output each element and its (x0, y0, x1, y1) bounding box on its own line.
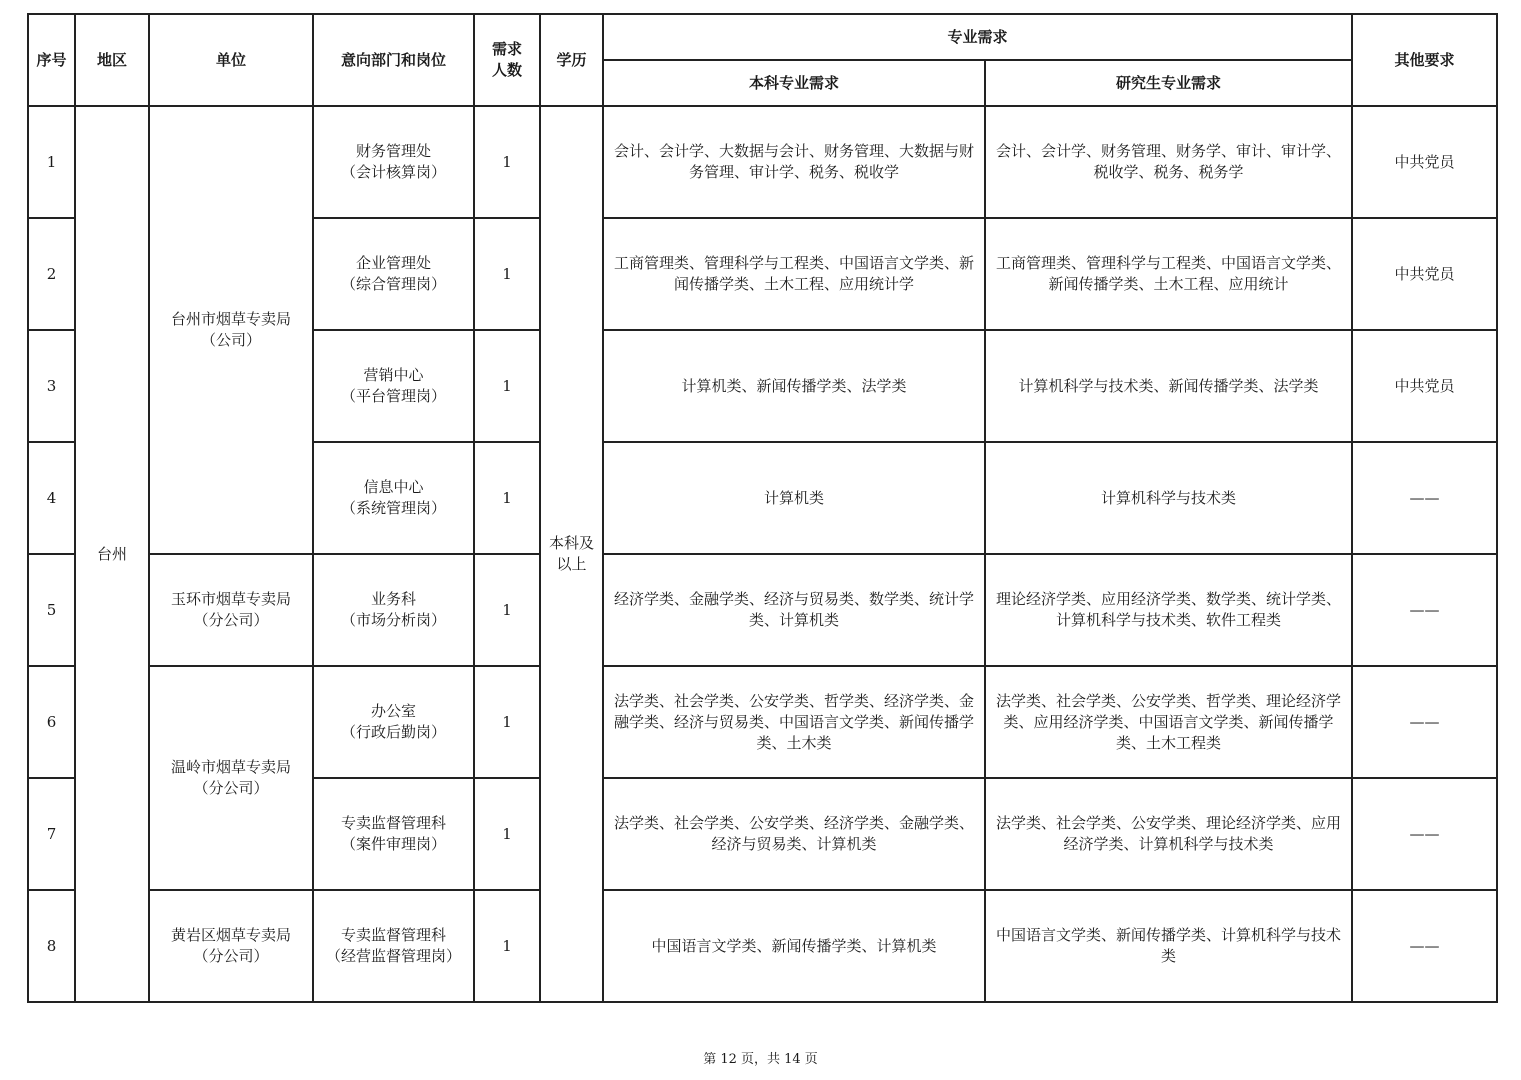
recruitment-table (27, 13, 1498, 1003)
major-postgrad-cell: 理论经济学类、应用经济学类、数学类、统计学类、计算机科学与技术类、软件工程类 (985, 554, 1352, 666)
header-edu: 学历 (540, 14, 603, 106)
header-region: 地区 (75, 14, 149, 106)
other-cell: —— (1352, 890, 1497, 1002)
major-postgrad-cell: 计算机科学与技术类 (985, 442, 1352, 554)
dept-cell (313, 330, 474, 442)
dept-post: （系统管理岗） (340, 499, 446, 517)
other-cell: —— (1352, 442, 1497, 554)
unit-suffix: （公司） (200, 331, 261, 349)
unit-cell (149, 890, 313, 1002)
dept-post: （案件审理岗） (340, 835, 446, 853)
row-seq: 1 (28, 106, 75, 218)
header-major-postgrad: 研究生专业需求 (985, 60, 1352, 106)
count-cell: 1 (474, 442, 540, 554)
dept-cell (313, 218, 474, 330)
count-cell: 1 (474, 330, 540, 442)
unit-name: 玉环市烟草专卖局 (170, 590, 291, 608)
header-other: 其他要求 (1352, 14, 1497, 106)
dept-cell (313, 890, 474, 1002)
education-cell (540, 106, 603, 1002)
header-major: 专业需求 (603, 14, 1352, 60)
major-postgrad-cell: 工商管理类、管理科学与工程类、中国语言文学类、新闻传播学类、土木工程、应用统计 (985, 218, 1352, 330)
unit-cell (149, 106, 313, 554)
other-cell: —— (1352, 778, 1497, 890)
dept-cell (313, 106, 474, 218)
major-undergrad-cell: 经济学类、金融学类、经济与贸易类、数学类、统计学类、计算机类 (603, 554, 985, 666)
unit-suffix: （分公司） (193, 947, 269, 965)
table-row (28, 554, 1497, 666)
dept-cell (313, 554, 474, 666)
dept-post: （会计核算岗） (340, 163, 446, 181)
count-cell: 1 (474, 554, 540, 666)
row-seq: 4 (28, 442, 75, 554)
header-count (474, 14, 540, 106)
count-cell: 1 (474, 890, 540, 1002)
dept-cell (313, 442, 474, 554)
education-line2: 以上 (556, 555, 587, 573)
row-seq: 3 (28, 330, 75, 442)
major-postgrad-cell: 法学类、社会学类、公安学类、哲学类、理论经济学类、应用经济学类、中国语言文学类、新闻传播学类、土木工程类 (985, 666, 1352, 778)
unit-suffix: （分公司） (193, 779, 269, 797)
dept-post: （市场分析岗） (340, 611, 446, 629)
region-cell: 台州 (75, 106, 149, 1002)
dept-post: （综合管理岗） (340, 275, 446, 293)
table-row (28, 106, 1497, 218)
dept-cell (313, 778, 474, 890)
dept-name: 办公室 (370, 702, 416, 720)
education-line1: 本科及 (548, 534, 594, 552)
dept-cell (313, 666, 474, 778)
unit-name: 黄岩区烟草专卖局 (170, 926, 291, 944)
other-cell: —— (1352, 666, 1497, 778)
row-seq: 7 (28, 778, 75, 890)
count-cell: 1 (474, 106, 540, 218)
major-undergrad-cell: 中国语言文学类、新闻传播学类、计算机类 (603, 890, 985, 1002)
other-cell: 中共党员 (1352, 218, 1497, 330)
row-seq: 6 (28, 666, 75, 778)
count-cell: 1 (474, 666, 540, 778)
major-undergrad-cell: 工商管理类、管理科学与工程类、中国语言文学类、新闻传播学类、土木工程、应用统计学 (603, 218, 985, 330)
row-seq: 2 (28, 218, 75, 330)
table-row (28, 890, 1497, 1002)
header-dept: 意向部门和岗位 (313, 14, 474, 106)
header-unit: 单位 (149, 14, 313, 106)
major-postgrad-cell: 法学类、社会学类、公安学类、理论经济学类、应用经济学类、计算机科学与技术类 (985, 778, 1352, 890)
table-row (28, 666, 1497, 778)
dept-name: 信息中心 (363, 478, 424, 496)
page-footer: 第 12 页，共 14 页 (703, 1052, 818, 1067)
major-postgrad-cell: 计算机科学与技术类、新闻传播学类、法学类 (985, 330, 1352, 442)
header-major-undergrad: 本科专业需求 (603, 60, 985, 106)
row-seq: 8 (28, 890, 75, 1002)
header-seq: 序号 (28, 14, 75, 106)
recruitment-table-sheet (27, 13, 1498, 1003)
dept-name: 营销中心 (363, 366, 424, 384)
other-cell: —— (1352, 554, 1497, 666)
major-postgrad-cell: 中国语言文学类、新闻传播学类、计算机科学与技术类 (985, 890, 1352, 1002)
header-count-line2: 人数 (491, 61, 522, 79)
major-undergrad-cell: 会计、会计学、大数据与会计、财务管理、大数据与财务管理、审计学、税务、税收学 (603, 106, 985, 218)
unit-cell (149, 554, 313, 666)
dept-post: （经营监督管理岗） (325, 947, 461, 965)
dept-name: 业务科 (370, 590, 416, 608)
unit-name: 台州市烟草专卖局 (170, 310, 291, 328)
row-seq: 5 (28, 554, 75, 666)
count-cell: 1 (474, 778, 540, 890)
header-count-line1: 需求 (491, 40, 522, 58)
dept-name: 企业管理处 (355, 254, 431, 272)
other-cell: 中共党员 (1352, 106, 1497, 218)
major-undergrad-cell: 计算机类 (603, 442, 985, 554)
major-undergrad-cell: 法学类、社会学类、公安学类、哲学类、经济学类、金融学类、经济与贸易类、中国语言文学类、新闻传播学类、土木类 (603, 666, 985, 778)
dept-post: （平台管理岗） (340, 387, 446, 405)
unit-name: 温岭市烟草专卖局 (170, 758, 291, 776)
major-undergrad-cell: 计算机类、新闻传播学类、法学类 (603, 330, 985, 442)
unit-cell (149, 666, 313, 890)
dept-name: 财务管理处 (355, 142, 431, 160)
dept-post: （行政后勤岗） (340, 723, 446, 741)
count-cell: 1 (474, 218, 540, 330)
unit-suffix: （分公司） (193, 611, 269, 629)
major-postgrad-cell: 会计、会计学、财务管理、财务学、审计、审计学、税收学、税务、税务学 (985, 106, 1352, 218)
major-undergrad-cell: 法学类、社会学类、公安学类、经济学类、金融学类、经济与贸易类、计算机类 (603, 778, 985, 890)
other-cell: 中共党员 (1352, 330, 1497, 442)
dept-name: 专卖监督管理科 (340, 814, 446, 832)
dept-name: 专卖监督管理科 (340, 926, 446, 944)
